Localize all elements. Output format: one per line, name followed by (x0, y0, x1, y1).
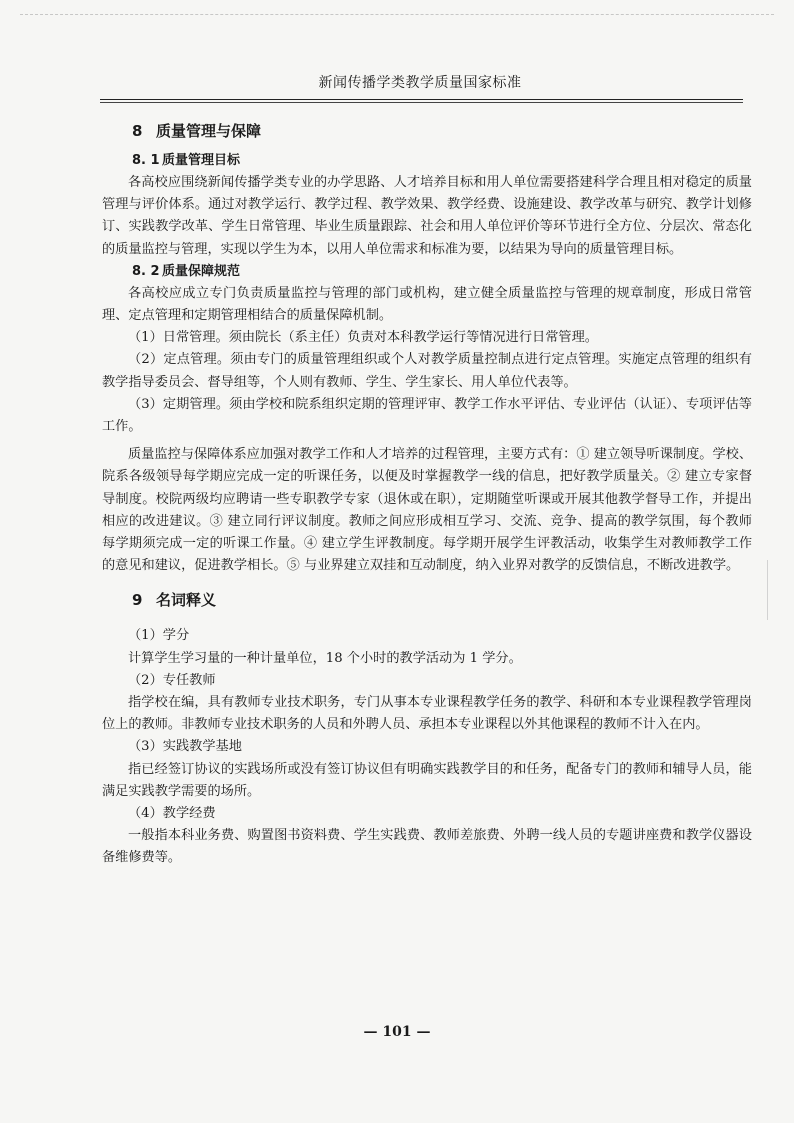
subsection-title: 质量管理目标 (162, 153, 241, 168)
subsection-title: 质量保障规范 (162, 263, 241, 279)
term-definition: 一般指本科业务费、购置图书资料费、学生实践费、教师差旅费、外聘一线人员的专题讲座费和教学仪器设备维修费等。 (102, 828, 752, 866)
term-label: （4）教学经费 (128, 806, 216, 822)
subsection-8-1-heading (132, 150, 752, 172)
section-9-heading (132, 587, 752, 613)
scan-edge-artifact (20, 14, 774, 17)
section-number: 9 (132, 591, 143, 610)
list-item-daily-management: （1）日常管理。须由院长（系主任）负责对本科教学运行等情况进行日常管理。 (128, 330, 598, 346)
body-content (102, 118, 752, 870)
running-header: 新闻传播学类教学质量国家标准 (318, 75, 522, 91)
term-definition: 计算学生学习量的一种计量单位，18 个小时的教学活动为 1 学分。 (128, 650, 522, 666)
subsection-number: 8. 1 (132, 153, 160, 168)
paragraph-monitoring-methods: 质量监控与保障体系应加强对教学工作和人才培养的过程管理，主要方式有：① 建立领导听课制度。学校、院系各级领导每学期应完成一定的听课任务，以便及时掌握教学一线的信息，把好教学质量关。② 建立专家督导制度。校院两级均应聘请一些专职教学专家（退休或在职），定期随堂听课或开展其他教学督导工作，并提出相应的改进建议。③ 建立同行评议制度。教师之间应形成相互学习、交流、竞争、提高的教学氛围，每个教师每学期须完成一定的听课工作量。④ 建立学生评教制度。每学期开展学生评教活动，收集学生对教师教学工作的意见和建议，促进教学相长。⑤ 与业界建立双挂和互动制度，纳入业界对教学的反馈信息，不断改进教学。 (102, 447, 753, 574)
list-item-point-management: （2）定点管理。须由专门的质量管理组织或个人对教学质量控制点进行定点管理。实施定点管理的组织有教学指导委员会、督导组等，个人则有教师、学生、学生家长、用人单位代表等。 (102, 352, 752, 390)
header-rule-thin (100, 102, 743, 103)
term-label: （1）学分 (128, 628, 190, 644)
term-label: （3）实践教学基地 (128, 739, 242, 755)
paragraph-assurance-intro: 各高校应成立专门负责质量监控与管理的部门或机构，建立健全质量监控与管理的规章制度，形成日常管理、定点管理和定期管理相结合的质量保障机制。 (102, 285, 752, 324)
subsection-8-2-heading (132, 261, 752, 283)
header-rule (100, 99, 743, 100)
paragraph-quality-goal: 各高校应围绕新闻传播学类专业的办学思路、人才培养目标和用人单位需要搭建科学合理且相对稳定的质量管理与评价体系。通过对教学运行、教学过程、教学效果、教学经费、设施建设、教学改革与研究、教学计划修订、实践教学改革、学生日常管理、毕业生质量跟踪、社会和用人单位评价等环节进行全方位、分层次、常态化的质量监控与管理，实现以学生为本，以用人单位需求和标准为要，以结果为导向的质量管理目标。 (102, 175, 752, 257)
scan-edge-mark (767, 560, 768, 620)
term-definition: 指学校在编，具有教师专业技术职务，专门从事本专业课程教学任务的教学、科研和本专业课程教学管理岗位上的教师。非教师专业技术职务的人员和外聘人员、承担本专业课程以外其他课程的教师不计入在内。 (102, 695, 752, 733)
section-number: 8 (132, 122, 143, 140)
section-8-heading (132, 118, 752, 144)
list-item-periodic-management: （3）定期管理。须由学校和院系组织定期的管理评审、教学工作水平评估、专业评估（认证）、专项评估等工作。 (102, 396, 752, 435)
subsection-number: 8. 2 (132, 263, 160, 279)
section-title: 名词释义 (156, 591, 217, 610)
term-label: （2）专任教师 (128, 672, 216, 688)
term-definition: 指已经签订协议的实践场所或没有签订协议但有明确实践教学目的和任务，配备专门的教师和辅导人员，能满足实践教学需要的场所。 (102, 761, 752, 799)
page-number: — 101 — (363, 1024, 431, 1040)
section-title: 质量管理与保障 (156, 122, 262, 140)
